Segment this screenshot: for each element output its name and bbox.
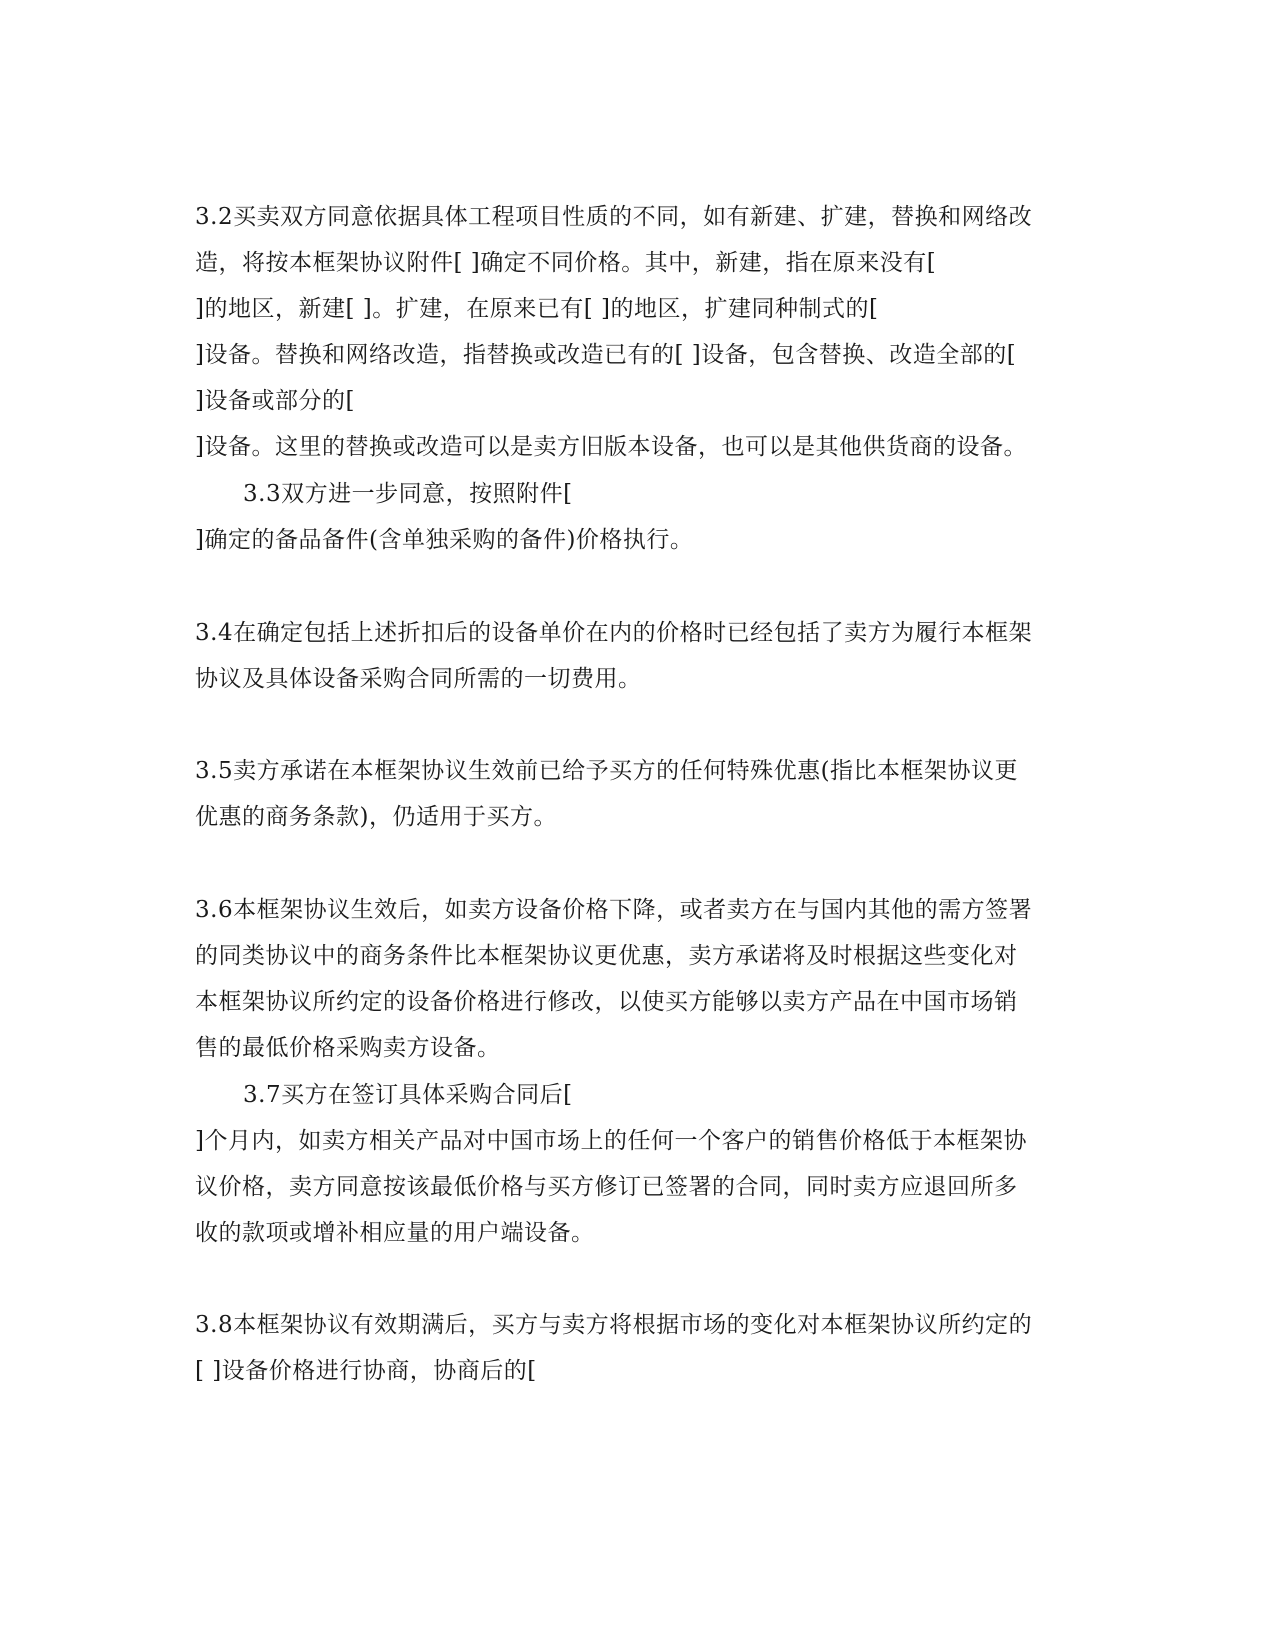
text-line: [ ]设备价格进行协商，协商后的[	[195, 1358, 537, 1384]
text-line: ]确定的备品备件(含单独采购的备件)价格执行。	[195, 527, 694, 553]
text-line: ]个月内，如卖方相关产品对中国市场上的任何一个客户的销售价格低于本框架协	[195, 1128, 1027, 1154]
text-line: ]设备或部分的[	[195, 388, 355, 414]
text-line: 3.8本框架协议有效期满后，买方与卖方将根据市场的变化对本框架协议所约定的	[195, 1312, 1033, 1338]
text-line: 本框架协议所约定的设备价格进行修改，以使买方能够以卖方产品在中国市场销	[195, 989, 1018, 1015]
text-line: 3.2买卖双方同意依据具体工程项目性质的不同，如有新建、扩建，替换和网络改	[195, 204, 1033, 230]
text-line: 3.3双方进一步同意，按照附件[	[243, 481, 573, 507]
text-line: 造，将按本框架协议附件[ ]确定不同价格。其中，新建，指在原来没有[	[195, 250, 937, 276]
text-line: 收的款项或增补相应量的用户端设备。	[195, 1220, 595, 1246]
text-line: ]设备。这里的替换或改造可以是卖方旧版本设备，也可以是其他供货商的设备。	[195, 434, 1027, 460]
text-line: ]的地区，新建[ ]。扩建，在原来已有[ ]的地区，扩建同种制式的[	[195, 296, 879, 322]
text-line: 的同类协议中的商务条件比本框架协议更优惠，卖方承诺将及时根据这些变化对	[195, 943, 1018, 969]
text-line: 协议及具体设备采购合同所需的一切费用。	[195, 666, 642, 692]
text-line: 议价格，卖方同意按该最低价格与买方修订已签署的合同，同时卖方应退回所多	[195, 1174, 1018, 1200]
text-line: 3.6本框架协议生效后，如卖方设备价格下降，或者卖方在与国内其他的需方签署	[195, 897, 1033, 923]
text-line: 优惠的商务条款)，仍适用于买方。	[195, 804, 557, 830]
text-line: 3.5卖方承诺在本框架协议生效前已给予买方的任何特殊优惠(指比本框架协议更	[195, 758, 1019, 784]
text-line: 3.7买方在签订具体采购合同后[	[243, 1082, 573, 1108]
text-line: ]设备。替换和网络改造，指替换或改造已有的[ ]设备，包含替换、改造全部的[	[195, 342, 1017, 368]
text-line: 售的最低价格采购卖方设备。	[195, 1035, 501, 1061]
text-line: 3.4在确定包括上述折扣后的设备单价在内的价格时已经包括了卖方为履行本框架	[195, 620, 1033, 646]
